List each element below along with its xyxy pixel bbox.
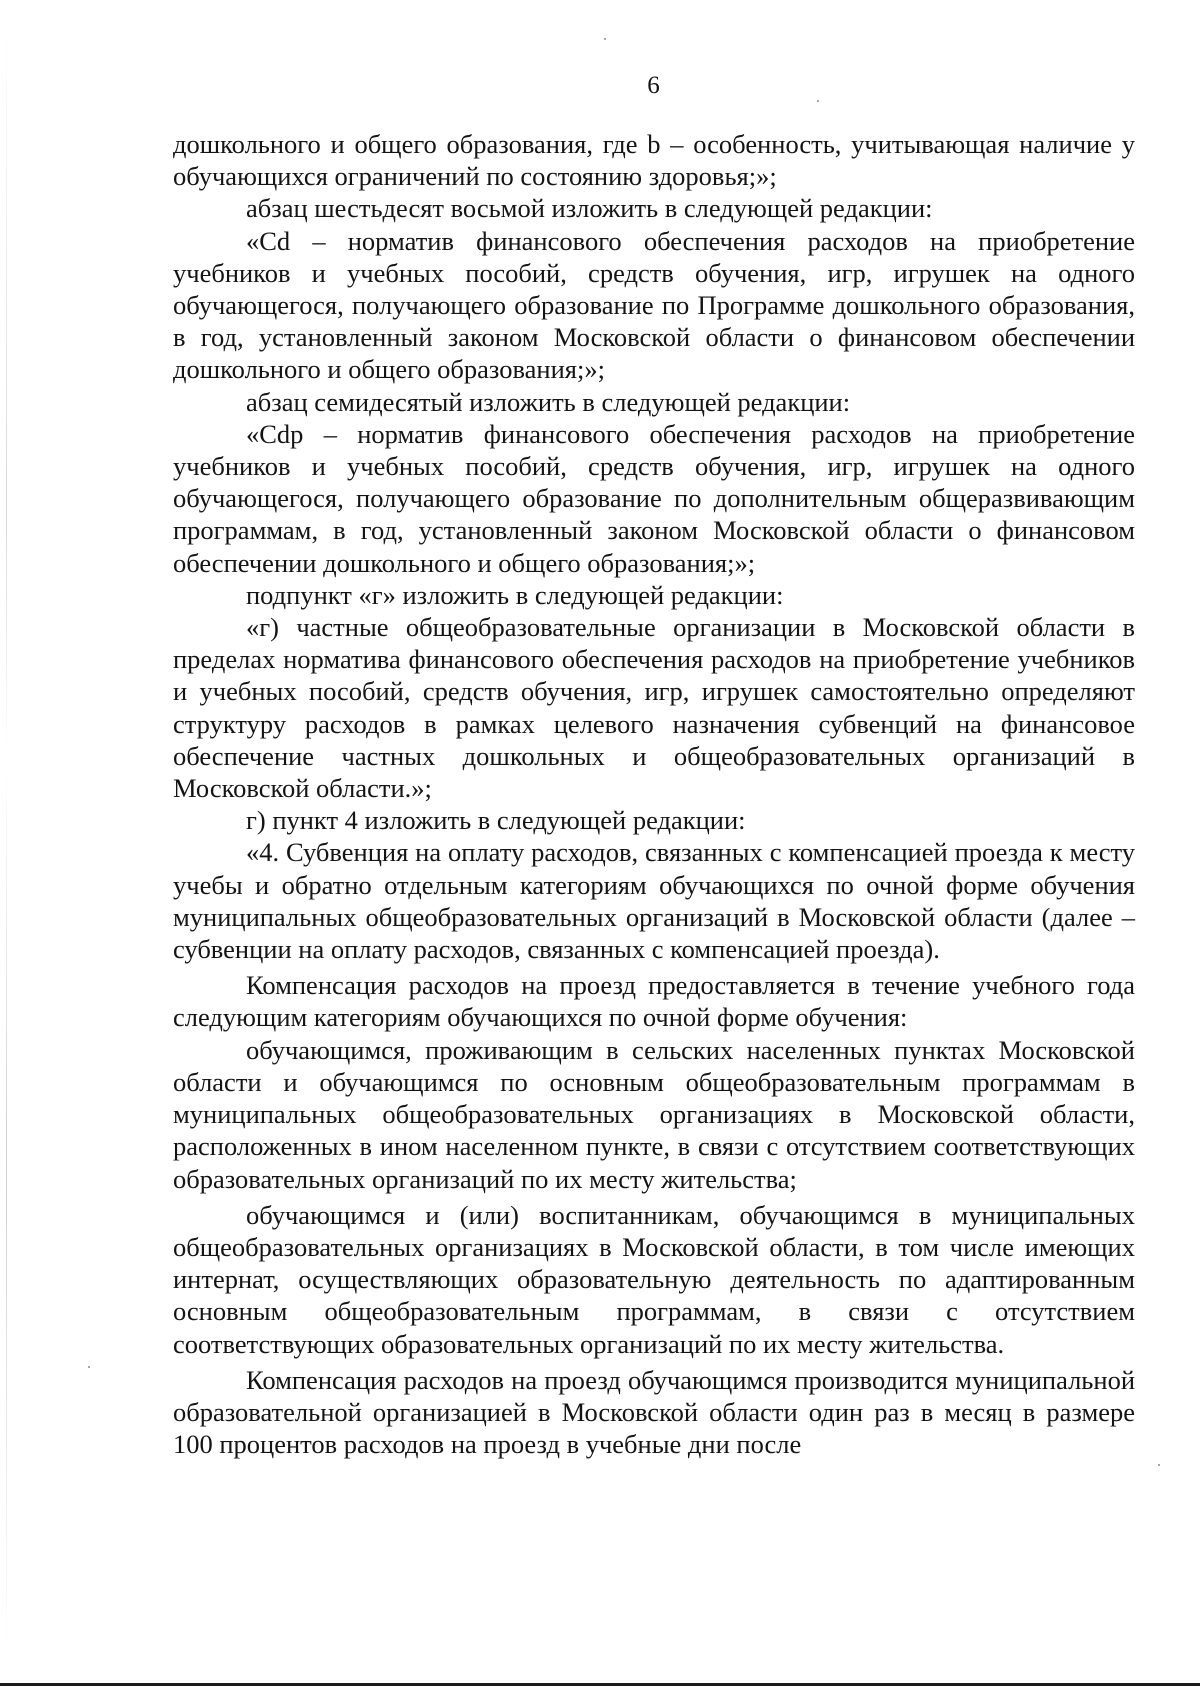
paragraph-rural-students: обучающимся, проживающим в сельских населенных пунктах Московской области и обучающимся по основным общеобразовательным программам в муниципальных общеобразовательных организациях в Московской области, расположенных в ином населенном пункте, в связи с отсутствием соответствующих образовательных организаций по их месту жительства; <box>173 1034 1135 1194</box>
paragraph-compensation-monthly: Компенсация расходов на проезд обучающимся производится муниципальной образовательной организацией в Московской области один раз в месяц в размере 100 процентов расходов на проезд в учебные дни после <box>173 1364 1135 1460</box>
paragraph-cdp-definition: «Cdp – норматив финансового обеспечения расходов на приобретение учебников и учебных пособий, средств обучения, игр, игрушек на одного обучающегося, получающего образование по дополнительным общеразвивающим программам, в год, установленный законом Московской области о финансовом обеспечении дошкольного и общего образования;»; <box>173 418 1135 578</box>
scan-bottom-edge-line <box>0 1683 1200 1686</box>
paragraph-instruction-68: абзац шестьдесят восьмой изложить в следующей редакции: <box>246 193 933 224</box>
paragraph-g-text: «г) частные общеобразовательные организации в Московской области в пределах норматива финансового обеспечения расходов на приобретение учебников и учебных пособий, средств обучения, игр, игрушек самостоятельно определяют структуру расходов в рамках целевого назначения субвенций на финансовое обеспечение частных дошкольных и общеобразовательных организаций в Московской области.»; <box>173 612 1135 804</box>
paragraph-compensation-intro: Компенсация расходов на проезд предоставляется в течение учебного года следующим категориям обучающихся по очной форме обучения: <box>173 970 1135 1033</box>
scan-speck <box>88 1366 90 1368</box>
paragraph-continuation: дошкольного и общего образования, где b – особенность, учитывающая наличие у обучающихся ограничений по состоянию здоровья;»; <box>173 129 1135 192</box>
scan-speck <box>604 38 606 40</box>
document-body <box>173 128 1135 1460</box>
paragraph-boarding-students: обучающимся и (или) воспитанникам, обучающимся в муниципальных общеобразовательных организациях в Московской области, в том числе имеющих интернат, осуществляющих образовательную деятельность по адаптированным основным общеобразовательным программам, в связи с отсутствием соответствующих образовательных организаций по их месту жительства. <box>173 1199 1135 1359</box>
scan-speck <box>1158 1464 1160 1466</box>
paragraph-point-4-text: «4. Субвенция на оплату расходов, связанных с компенсацией проезда к месту учебы и обратно отдельным категориям обучающихся по очной форме обучения муниципальных общеобразовательных организаций в Московской области (далее – субвенции на оплату расходов, связанных с компенсацией проезда). <box>173 837 1135 965</box>
paragraph-instruction-point-4: г) пункт 4 изложить в следующей редакции: <box>246 805 746 836</box>
paragraph-instruction-g: подпункт «г» изложить в следующей редакции: <box>246 579 784 610</box>
paragraph-cd-definition: «Cd – норматив финансового обеспечения расходов на приобретение учебников и учебных пособий, средств обучения, игр, игрушек на одного обучающегося, получающего образование по Программе дошкольного образования, в год, установленный законом Московской области о финансовом обеспечении дошкольного и общего образования;»; <box>173 225 1135 385</box>
paragraph-instruction-70: абзац семидесятый изложить в следующей редакции: <box>246 386 851 417</box>
scan-left-edge-shadow <box>6 20 7 1660</box>
page-number: 6 <box>647 72 660 99</box>
